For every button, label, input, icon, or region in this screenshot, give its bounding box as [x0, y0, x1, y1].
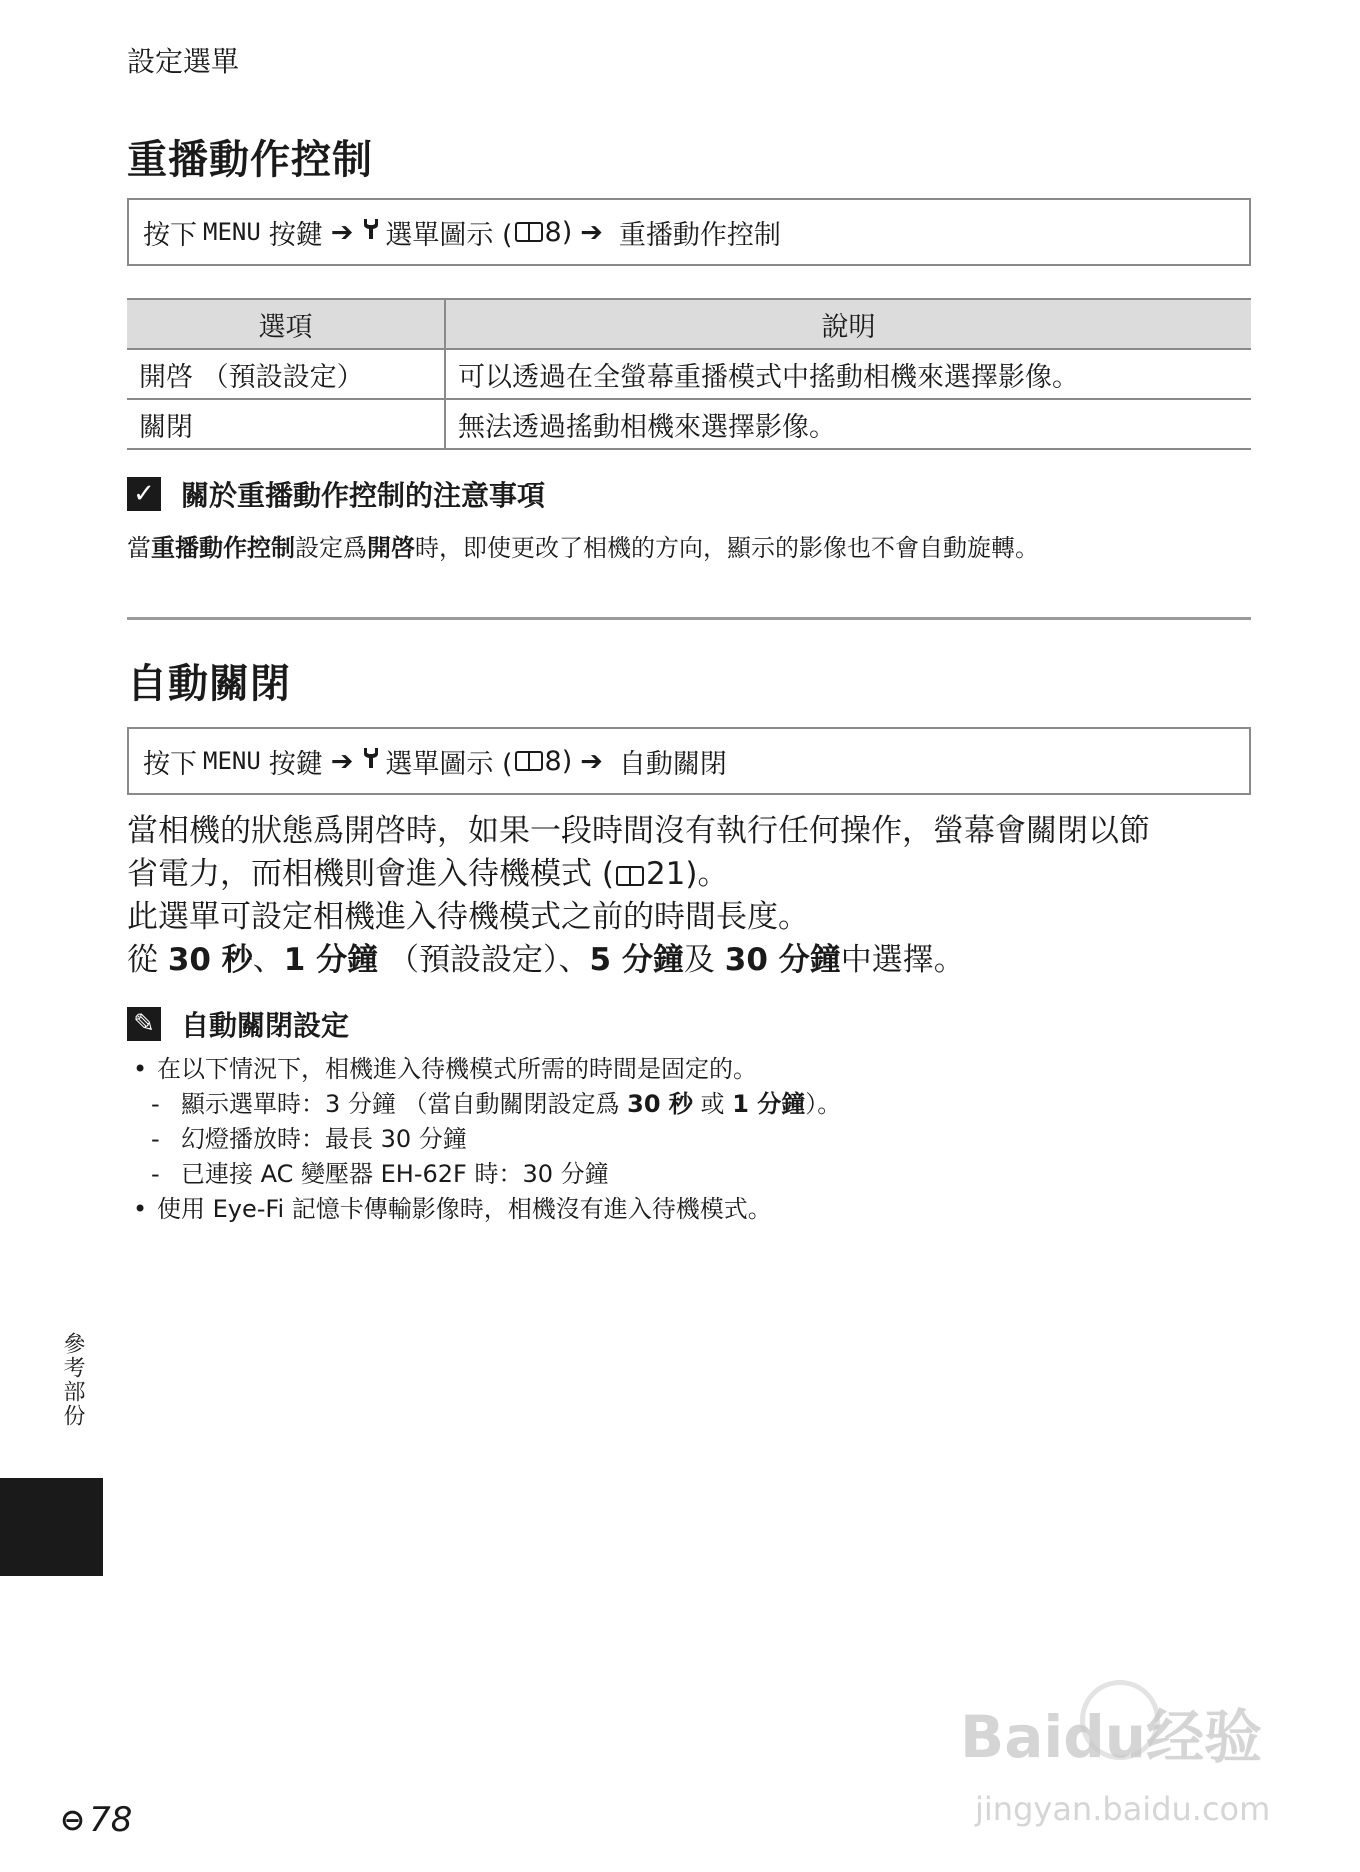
- note-text: 當: [127, 534, 151, 562]
- option-bold: 30 分鐘: [724, 942, 841, 978]
- nav-target: 自動關閉: [618, 748, 727, 780]
- reference-section-icon: ⊖: [60, 1802, 86, 1838]
- nav-prefix: 按下: [143, 748, 197, 780]
- option-bold: 30 秒: [167, 942, 253, 978]
- list-item-text: ）。: [805, 1090, 842, 1118]
- wrench-icon: [361, 746, 381, 777]
- book-icon: [515, 751, 543, 771]
- list-item-text: 幻燈播放時：最長 30 分鐘: [181, 1125, 467, 1153]
- list-item-bold: 30 秒: [627, 1090, 693, 1118]
- watermark-url: jingyan.baidu.com: [975, 1790, 1271, 1828]
- paragraph-text: （預設設定）、: [378, 942, 590, 978]
- paragraph-text: 省電力，而相機則會進入待機模式 (: [127, 856, 614, 892]
- list-item: • 在以下情況下，相機進入待機模式所需的時間是固定的。: [133, 1055, 757, 1083]
- list-subitem: - 顯示選單時：3 分鐘 （當自動關閉設定爲 30 秒 或 1 分鐘）。: [151, 1090, 842, 1118]
- option-bold: 5 分鐘: [589, 942, 684, 978]
- table-cell: 無法透過搖動相機來選擇影像。: [445, 399, 1251, 449]
- table-row: [127, 399, 1251, 449]
- nav-menu-icon-text: 選單圖示 (: [385, 219, 513, 251]
- section-title-auto-off: 自動關閉: [127, 661, 291, 707]
- page-number-text: 78: [89, 1800, 133, 1840]
- menu-key-label: MENU: [203, 747, 261, 775]
- note-text: 設定爲: [295, 534, 367, 562]
- section-divider: [127, 617, 1251, 620]
- note-title-text: 關於重播動作控制的注意事項: [181, 479, 546, 512]
- note-text: 時，即使更改了相機的方向，顯示的影像也不會自動旋轉。: [415, 534, 1039, 562]
- list-item-text: 已連接 AC 變壓器 EH-62F 時：30 分鐘: [181, 1160, 609, 1188]
- section-title-playback-motion: 重播動作控制: [127, 137, 373, 183]
- options-table: [127, 298, 1251, 450]
- pencil-icon: ✎: [127, 1007, 161, 1041]
- nav-path-box: [127, 727, 1251, 795]
- caution-note-text: [127, 528, 1039, 563]
- tip-note-title: [127, 1004, 349, 1044]
- nav-menu-icon-text: 選單圖示 (: [385, 748, 513, 780]
- caution-note-title: [127, 474, 545, 514]
- list-item-text: 或: [692, 1090, 733, 1118]
- nav-path-box: [127, 198, 1251, 266]
- nav-mid: 按鍵: [268, 219, 323, 251]
- auto-off-note-list: [133, 1052, 841, 1227]
- wrench-icon: [361, 217, 381, 248]
- paragraph-text: 及: [683, 942, 725, 978]
- paragraph-line: 此選單可設定相機進入待機模式之前的時間長度。: [127, 899, 809, 935]
- note-text-bold: 重播動作控制: [151, 534, 295, 562]
- table-cell: 開啓 （預設設定）: [127, 349, 445, 399]
- arrow-icon: ➔: [330, 216, 354, 248]
- table-header: 說明: [445, 299, 1251, 349]
- note-title-text: 自動關閉設定: [181, 1009, 350, 1042]
- nav-ref: 8): [544, 216, 573, 248]
- list-item-bold: 1 分鐘: [732, 1090, 806, 1118]
- list-item: • 使用 Eye-Fi 記憶卡傳輸影像時，相機沒有進入待機模式。: [133, 1195, 772, 1223]
- paragraph-text: 、: [252, 942, 284, 978]
- book-icon: [515, 222, 543, 242]
- book-icon: [616, 866, 644, 886]
- paragraph-line: [127, 939, 1257, 982]
- arrow-icon: ➔: [580, 745, 603, 777]
- paragraph-text: 從: [127, 942, 168, 978]
- arrow-icon: ➔: [330, 745, 354, 777]
- paragraph-line: [127, 853, 1257, 896]
- side-section-label: 參考部份: [60, 1332, 85, 1428]
- auto-off-description: [127, 810, 1257, 982]
- nav-target: 重播動作控制: [618, 219, 781, 251]
- nav-mid: 按鍵: [268, 748, 323, 780]
- arrow-icon: ➔: [580, 216, 603, 248]
- side-thumb-tab: [0, 1478, 103, 1576]
- list-subitem: - 幻燈播放時：最長 30 分鐘: [151, 1125, 467, 1153]
- option-bold: 1 分鐘: [283, 942, 379, 978]
- table-cell: 可以透過在全螢幕重播模式中搖動相機來選擇影像。: [445, 349, 1251, 399]
- paragraph-ref: 21)。: [645, 856, 729, 892]
- paragraph-text: 中選擇。: [840, 942, 965, 978]
- page-number: [60, 1800, 132, 1840]
- list-item-text: 在以下情況下，相機進入待機模式所需的時間是固定的。: [157, 1055, 757, 1083]
- watermark-logo: Baidu经验: [960, 1703, 1263, 1771]
- list-subitem: - 已連接 AC 變壓器 EH-62F 時：30 分鐘: [151, 1160, 609, 1188]
- table-header-row: [127, 299, 1251, 349]
- table-cell: 關閉: [127, 399, 445, 449]
- list-item-text: 顯示選單時：3 分鐘 （當自動關閉設定爲: [181, 1090, 628, 1118]
- checkmark-icon: ✓: [127, 477, 161, 511]
- nav-ref: 8): [544, 745, 573, 777]
- table-row: [127, 349, 1251, 399]
- nav-prefix: 按下: [143, 219, 197, 251]
- running-header: 設定選單: [127, 45, 240, 78]
- paragraph-line: 當相機的狀態爲開啓時，如果一段時間沒有執行任何操作，螢幕會關閉以節: [127, 813, 1150, 849]
- menu-key-label: MENU: [203, 218, 261, 246]
- table-header: 選項: [127, 299, 445, 349]
- list-item-text: 使用 Eye-Fi 記憶卡傳輸影像時，相機沒有進入待機模式。: [157, 1195, 772, 1223]
- note-text-bold: 開啓: [367, 534, 415, 562]
